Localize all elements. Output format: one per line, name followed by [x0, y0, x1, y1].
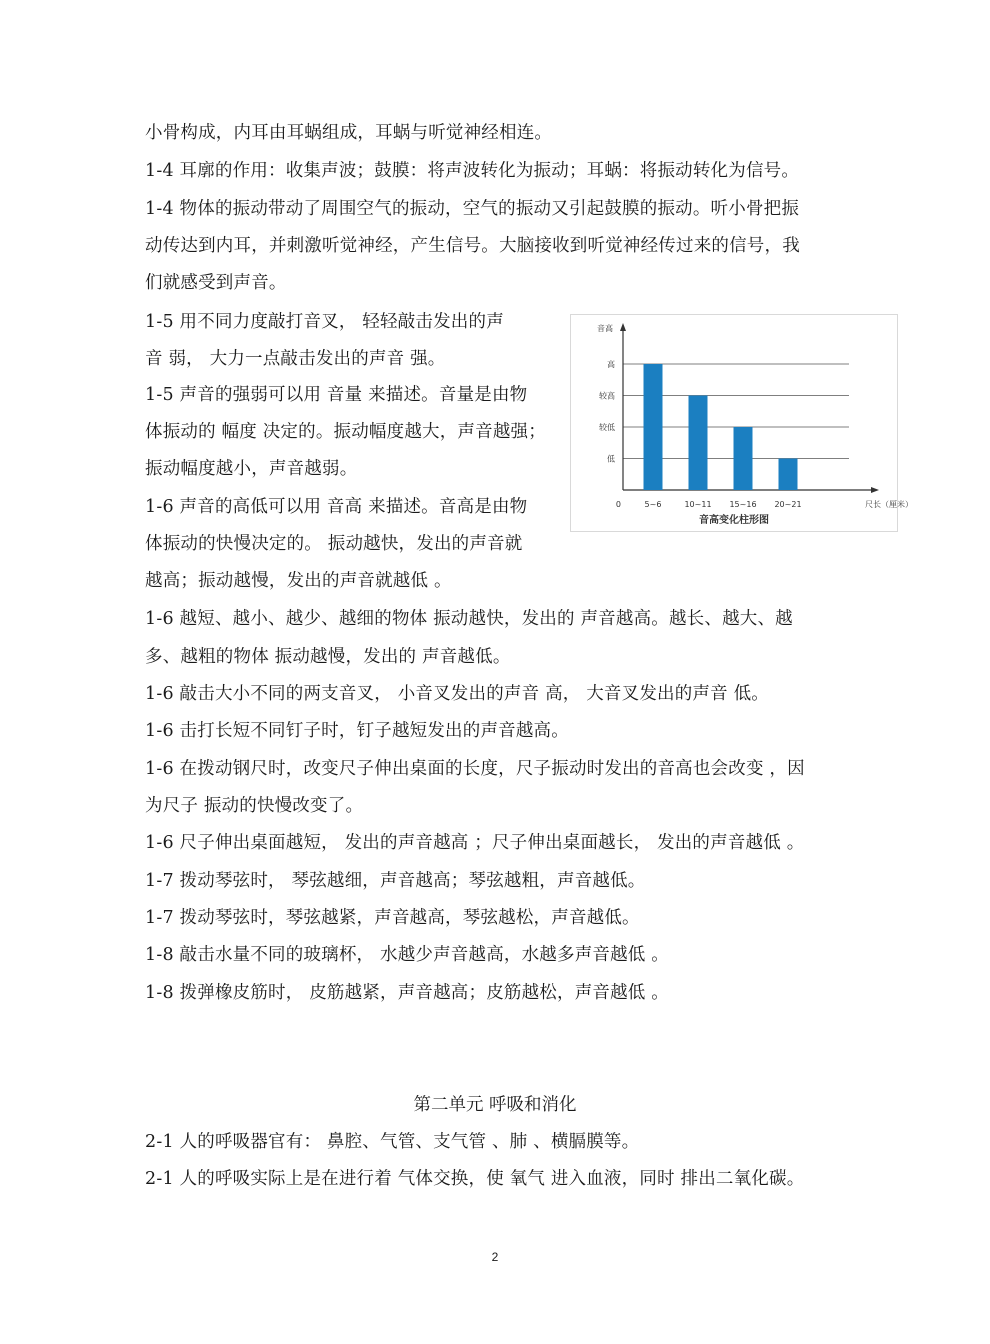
- text-line: 小骨构成，内耳由耳蜗组成，耳蜗与听觉神经相连。: [145, 123, 553, 143]
- origin-label: 0: [615, 500, 621, 509]
- chart-title: 音高变化柱形图: [699, 515, 769, 526]
- text-line: 1-4 耳廓的作用：收集声波；鼓膜：将声波转化为振动；耳蜗：将振动转化为信号。: [145, 161, 800, 181]
- x-tick-label: 15~16: [729, 500, 757, 509]
- text-line: 1-8 敲击水量不同的玻璃杯， 水越少声音越高，水越多声音越低 。: [145, 945, 669, 965]
- text-line: 1-4 物体的振动带动了周围空气的振动，空气的振动又引起鼓膜的振动。听小骨把振: [145, 199, 800, 219]
- text-line: 越高；振动越慢，发出的声音就越低 。: [145, 571, 452, 591]
- text-line: 1-6 越短、越小、越少、越细的物体 振动越快，发出的 声音越高。越长、越大、越: [145, 609, 793, 629]
- section-text-line: 2-1 人的呼吸实际上是在进行着 气体交换，使 氧气 进入血液，同时 排出二氧化碳。: [145, 1169, 805, 1189]
- text-line: 们就感受到声音。: [145, 273, 287, 293]
- y-tick-label: 较低: [599, 423, 615, 432]
- page-number: 2: [491, 1250, 499, 1264]
- text-line: 1-8 拨弹橡皮筋时， 皮筋越紧，声音越高；皮筋越松，声音越低 。: [145, 983, 669, 1003]
- pitch-bar-chart: [570, 314, 913, 532]
- y-axis-label: 音高: [597, 324, 613, 333]
- text-line: 1-5 用不同力度敲打音叉， 轻轻敲击发出的声: [145, 312, 504, 332]
- bar-20~21: [779, 459, 798, 491]
- y-axis-arrow: [620, 323, 626, 331]
- section-title: 第二单元 呼吸和消化: [413, 1095, 577, 1115]
- text-line: 多、越粗的物体 振动越慢，发出的 声音越低。: [145, 647, 511, 667]
- text-line: 1-6 击打长短不同钉子时，钉子越短发出的声音越高。: [145, 721, 569, 741]
- bar-15~16: [734, 427, 753, 490]
- text-line: 1-6 声音的高低可以用 音高 来描述。音高是由物: [145, 497, 528, 517]
- y-tick-label: 低: [607, 454, 615, 464]
- text-line: 1-7 拨动琴弦时， 琴弦越细，声音越高；琴弦越粗，声音越低。: [145, 871, 646, 891]
- text-line: 体振动的 幅度 决定的。振动幅度越大，声音越强；: [145, 422, 546, 442]
- text-line: 振动幅度越小，声音越弱。: [145, 459, 358, 479]
- text-line: 1-6 尺子伸出桌面越短， 发出的声音越高 ；尺子伸出桌面越长， 发出的声音越低 。: [145, 833, 805, 853]
- y-tick-label: 较高: [599, 391, 615, 401]
- x-axis-label: 尺长（厘米）: [865, 500, 913, 509]
- text-line: 1-6 在拨动钢尺时，改变尺子伸出桌面的长度，尺子振动时发出的音高也会改变 ，因: [145, 759, 805, 779]
- bar-5~6: [644, 364, 663, 490]
- text-line: 动传达到内耳，并刺激听觉神经，产生信号。大脑接收到听觉神经传过来的信号，我: [145, 236, 800, 256]
- x-tick-label: 5~6: [644, 500, 662, 509]
- x-tick-label: 20~21: [774, 500, 802, 509]
- chart-svg: [571, 315, 913, 531]
- y-tick-label: 高: [607, 360, 615, 369]
- x-axis-arrow: [871, 487, 879, 493]
- text-line: 为尺子 振动的快慢改变了。: [145, 796, 364, 816]
- text-line: 音 弱， 大力一点敲击发出的声音 强。: [145, 349, 446, 369]
- bar-10~11: [689, 396, 708, 491]
- text-line: 1-6 敲击大小不同的两支音叉， 小音叉发出的声音 高， 大音叉发出的声音 低。: [145, 684, 769, 704]
- section-text-line: 2-1 人的呼吸器官有： 鼻腔、气管、支气管 、肺 、横膈膜等。: [145, 1132, 640, 1152]
- text-line: 体振动的快慢决定的。 振动越快，发出的声音就: [145, 534, 523, 554]
- text-line: 1-7 拨动琴弦时，琴弦越紧，声音越高，琴弦越松，声音越低。: [145, 908, 640, 928]
- text-line: 1-5 声音的强弱可以用 音量 来描述。音量是由物: [145, 385, 528, 405]
- x-tick-label: 10~11: [684, 500, 712, 509]
